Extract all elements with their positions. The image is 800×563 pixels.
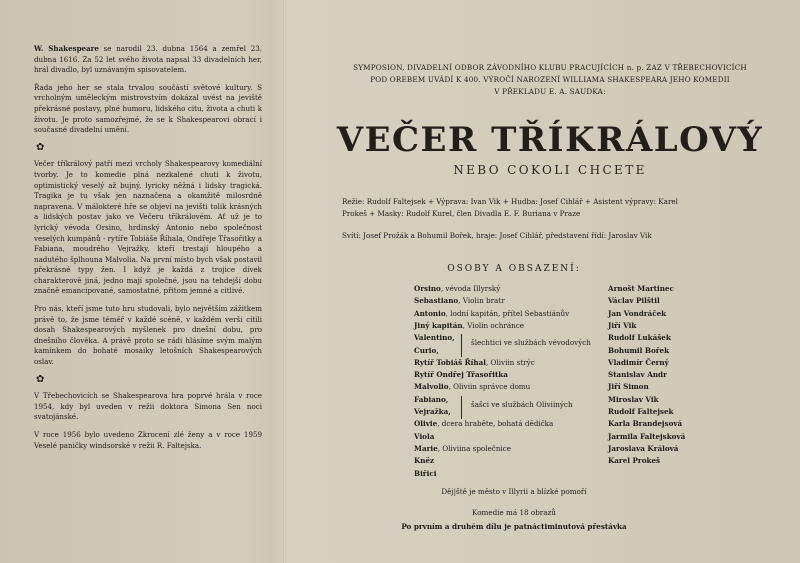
- character-name: Knëz: [414, 456, 435, 465]
- character-role: , Oliviina společnice: [437, 444, 512, 453]
- character-name: Viola: [414, 432, 435, 441]
- paragraph-birth: [34, 44, 262, 76]
- intermission-note: Po prvním a druhém dílu je patnáctiminutová přestávka: [401, 522, 627, 531]
- flower-ornament-icon: ✿: [36, 373, 45, 385]
- character-role: , dcera hraběte, bohatá dědička: [437, 419, 554, 428]
- page-fold: [283, 0, 286, 563]
- cast-row: [414, 432, 434, 444]
- character-name: Rytíř Tobiáš Říhal: [414, 358, 486, 367]
- character-name: Jiný kapitán: [414, 321, 463, 330]
- paragraph-comedy: Večer tříkrálový patří mezi vrcholy Shakespearovy komediální tvorby. Je to komedie plná nezkalené chuti k životu, optimistický veselý až bujný, lyricky něžná i lidsky tragická. Tragika je tu však jen naznačena a okamžitě milosrdně napravena. V málokteré hře se objeví na jevišti tolik krásných a lidských postav jako ve Večeru tříkrálovém. Ať už je to lyrický vévoda Orsino, hrdinský Antonio nebo společnost veselých kumpánů - rytíře Tobiáše Říhala, Ondřeje Třasořitky a Fabiana, moudrého Vejražky, kteří trestají hloupého a nadutého šplhouna Malvolia. Na první místo bych však postavil překrásné typy žen. I když je každá z trojice dívek charakterově jiná, jedno mají společné, jsou na tehdejší dobu značně emancipované, samostatné, přitom jemné a citlivé.: [34, 159, 262, 296]
- actor-name: Jiří Vik: [608, 321, 637, 330]
- cast-row: [414, 321, 524, 333]
- cast-row: [414, 419, 553, 431]
- cast-row: [414, 309, 569, 321]
- play-subtitle: NEBO COKOLI CHCETE: [453, 163, 647, 177]
- play-title: VEČER TŘÍKRÁLOVÝ: [336, 120, 764, 160]
- actor-name: Jiří Simon: [608, 382, 649, 391]
- actor-name: Bohumil Bořek: [608, 346, 670, 355]
- character-role: , Violin ochránce: [462, 321, 525, 330]
- intro-line: SYMPOSION, DIVADELNÍ ODBOR ZÁVODNÍHO KLUBU PRACUJÍCÍCH n. p. ZAZ V TŘEBECHOVICÍCH: [353, 63, 747, 72]
- intro-line: POD OREBEM UVÁDÍ K 400. VÝROČÍ NAROZENÍ WILLIAMA SHAKESPEARA JEHO KOMEDII: [370, 74, 730, 84]
- character-name: Biřici: [414, 469, 437, 478]
- cast-row: [414, 333, 455, 345]
- character-name: Marie: [414, 444, 438, 453]
- group-bracket: [461, 334, 462, 357]
- paragraph-study: Pro nás, kteří jsme tuto hru studovali, bylo největším zážitkem právě to, že jsme téměř v každé scéně, v každém verši cítili dosah Shakespearových myšlenek pro dnešní dobu, pro dnešního člověka. A právě proto se rádi hlásíme svým malým kamínkem do bohaté mosaiky letošních Shakespearových oslav.: [34, 304, 262, 367]
- character-name: Rytíř Ondřej Třasořitka: [414, 370, 508, 379]
- actor-name: Rudolf Lukášek: [608, 333, 671, 342]
- actor-name: Rudolf Faltejsek: [608, 407, 674, 416]
- actor-name: Arnošt Martinec: [608, 284, 674, 293]
- actor-name: Karla Brandejsová: [608, 419, 683, 428]
- cast-row: [414, 296, 505, 308]
- character-role: , Oliviin strýc: [485, 358, 535, 367]
- cast-row: [414, 358, 535, 370]
- actor-name: Karel Prokeš: [608, 456, 661, 465]
- intro-text: [320, 62, 780, 97]
- character-name: Curio,: [414, 346, 439, 355]
- group-note: šlechtici ve službách vévodových: [471, 338, 591, 347]
- character-name: Orsino: [414, 284, 441, 293]
- flower-ornament-icon: ✿: [36, 141, 45, 153]
- actor-name: Jan Vondráček: [608, 309, 667, 318]
- actor-name: Miroslav Vik: [608, 395, 659, 404]
- cast-row: [414, 469, 436, 481]
- cast-row: [414, 382, 530, 394]
- group-note: šašci ve službách Oliviiných: [471, 400, 573, 409]
- cast-row: [414, 456, 434, 468]
- paragraph-history-1956: V roce 1956 bylo uvedeno Zkrocení zlé ženy a v roce 1959 Veselé paničky windsorské v režii R. Faltejska.: [34, 430, 262, 450]
- production-credits: [342, 196, 780, 219]
- paragraph-culture: Řada jeho her se stala trvalou součástí světové kultury. S vrcholným uměleckým mistrovstvím dokázal uvést na jeviště překrásné postavy, plné humoru, lidského citu, života a chuti k životu. Je proto samozřejmé, že se k Shakespearovi obrací i současné divadelní umění.: [34, 82, 262, 135]
- character-role: , vévoda Illyrský: [440, 284, 501, 293]
- paragraph-history-1954: V Třebechovicích se Shakespearova hra poprvé hrála v roce 1954, kdy byl uveden v režii doktora Simona Sen noci svatojánské.: [34, 391, 262, 422]
- character-role: , Violin bratr: [458, 296, 505, 305]
- character-name: Vejražka,: [414, 407, 451, 416]
- cast-row: [414, 346, 439, 358]
- character-name: Antonio: [414, 309, 446, 318]
- character-name: Olivie: [414, 419, 438, 428]
- cast-heading: OSOBY A OBSAZENÍ:: [447, 264, 581, 274]
- actor-name: Stanislav Andr: [608, 370, 667, 379]
- technical-credits: Svítí: Josef Prožák a Bohumil Bořek, hraje: Josef Cihlář, představení řídí: Jaroslav Vik: [342, 231, 652, 240]
- paragraph-birth-text: se narodil 23. dubna 1564 a zemřel 23. dubna 1616. Za 52 let svého života napsal 33 divadelních her, hrál divadlo, byl uznávaným spisovatelem.: [34, 44, 262, 75]
- setting-note: Děj|ště je město v Illyrii a blízké pomoří: [441, 487, 587, 496]
- character-name: Valentino,: [414, 333, 455, 342]
- intro-line: V PŘEKLADU E. A. SAUDKA:: [494, 86, 606, 96]
- shakespeare-name: W. Shakespeare: [34, 44, 99, 53]
- cast-row: [414, 370, 508, 382]
- cast-row: [414, 407, 451, 419]
- group-bracket: [461, 396, 462, 419]
- actor-name: Jarmila Faltejsková: [608, 432, 686, 441]
- cast-row: [414, 444, 511, 456]
- actor-name: Václav Pilštil: [608, 296, 660, 305]
- scenes-note: Komedie má 18 obrazů: [472, 508, 556, 517]
- cast-row: [414, 284, 500, 296]
- credits-line: Prokeš + Masky: Rudolf Kurel, člen Divadla E. F. Buriana v Praze: [342, 208, 581, 218]
- character-role: , lodní kapitán, přítel Sebastiánův: [445, 309, 570, 318]
- actor-name: Vladimír Černý: [608, 358, 669, 367]
- credits-line: Režie: Rudolf Faltejsek + Výprava: Ivan Vik + Hudba: Josef Cihlář + Asistent výpravy: Karel: [342, 197, 678, 206]
- character-name: Malvolio: [414, 382, 449, 391]
- character-name: Sebastiano: [414, 296, 459, 305]
- actor-name: Jaroslava Králová: [608, 444, 679, 453]
- left-column: [34, 44, 262, 458]
- character-role: , Oliviin správce domu: [448, 382, 531, 391]
- character-name: Fabiano,: [414, 395, 449, 404]
- cast-row: [414, 395, 448, 407]
